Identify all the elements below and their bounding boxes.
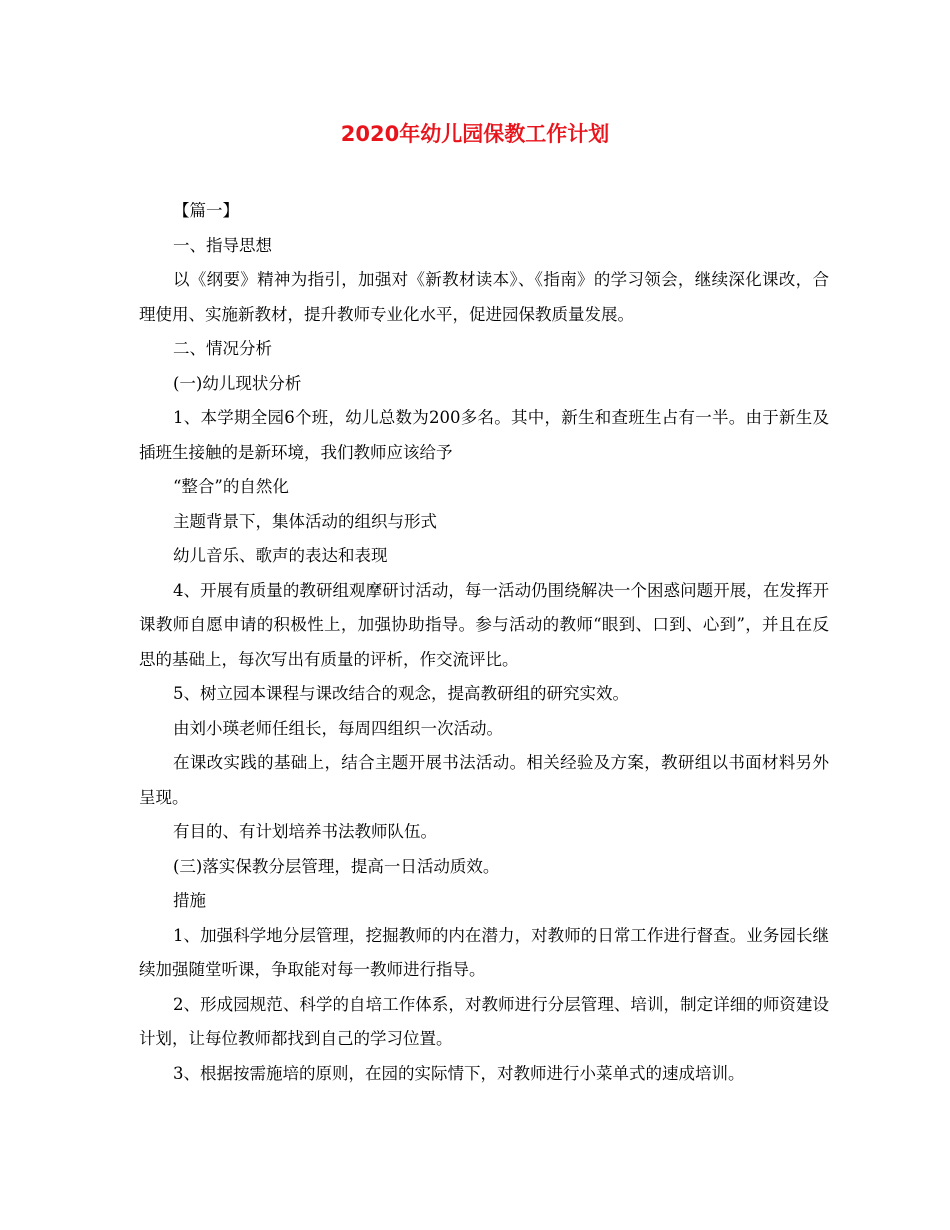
paragraph: 由刘小瑛老师任组长，每周四组织一次活动。 (173, 718, 503, 738)
heading-guiding-ideology: 一、指导思想 (173, 235, 272, 255)
paragraph: 1、加强科学地分层管理，挖掘教师的内在潜力，对教师的日常工作进行督查。业务园长继续加强随堂听课，争取能对每一教师进行指导。 (139, 925, 829, 979)
paragraph: 幼儿音乐、歌声的表达和表现 (173, 546, 388, 565)
subheading-children-status: (一)幼儿现状分析 (173, 373, 302, 393)
document-body (139, 194, 829, 1091)
paragraph: 在课改实践的基础上，结合主题开展书法活动。相关经验及方案，教研组以书面材料另外呈现。 (139, 753, 829, 807)
paragraph: 以《纲要》精神为指引，加强对《新教材读本》、《指南》的学习领会，继续深化课改，合理使用、实施新教材，提升教师专业化水平，促进园保教质量发展。 (139, 270, 829, 324)
section-marker: 【篇一】 (173, 201, 239, 220)
paragraph: 2、形成园规范、科学的自培工作体系，对教师进行分层管理、培训，制定详细的师资建设计划，让每位教师都找到自己的学习位置。 (139, 994, 829, 1048)
heading-situation-analysis: 二、情况分析 (173, 339, 272, 358)
paragraph: “整合”的自然化 (173, 477, 289, 496)
heading-measures: 措施 (173, 891, 206, 910)
paragraph: 有目的、有计划培养书法教师队伍。 (173, 822, 437, 841)
paragraph: 3、根据按需施培的原则，在园的实际情下，对教师进行小菜单式的速成培训。 (173, 1063, 745, 1083)
paragraph: 1、本学期全园6个班，幼儿总数为200多名。其中，新生和查班生占有一半。由于新生及插班生接触的是新环境，我们教师应该给予 (139, 408, 829, 462)
paragraph: 4、开展有质量的教研组观摩研讨活动，每一活动仍围绕解决一个困惑问题开展，在发挥开课教师自愿申请的积极性上，加强协助指导。参与活动的教师“眼到、口到、心到”，并且在反思的基础上，每次写出有质量的评析，作交流评比。 (139, 580, 829, 669)
paragraph: 5、树立园本课程与课改结合的观念，提高教研组的研究实效。 (173, 684, 629, 703)
subheading-management: (三)落实保教分层管理，提高一日活动质效。 (173, 856, 500, 876)
document-title: 2020年幼儿园保教工作计划 (340, 122, 610, 146)
paragraph: 主题背景下，集体活动的组织与形式 (173, 511, 437, 531)
